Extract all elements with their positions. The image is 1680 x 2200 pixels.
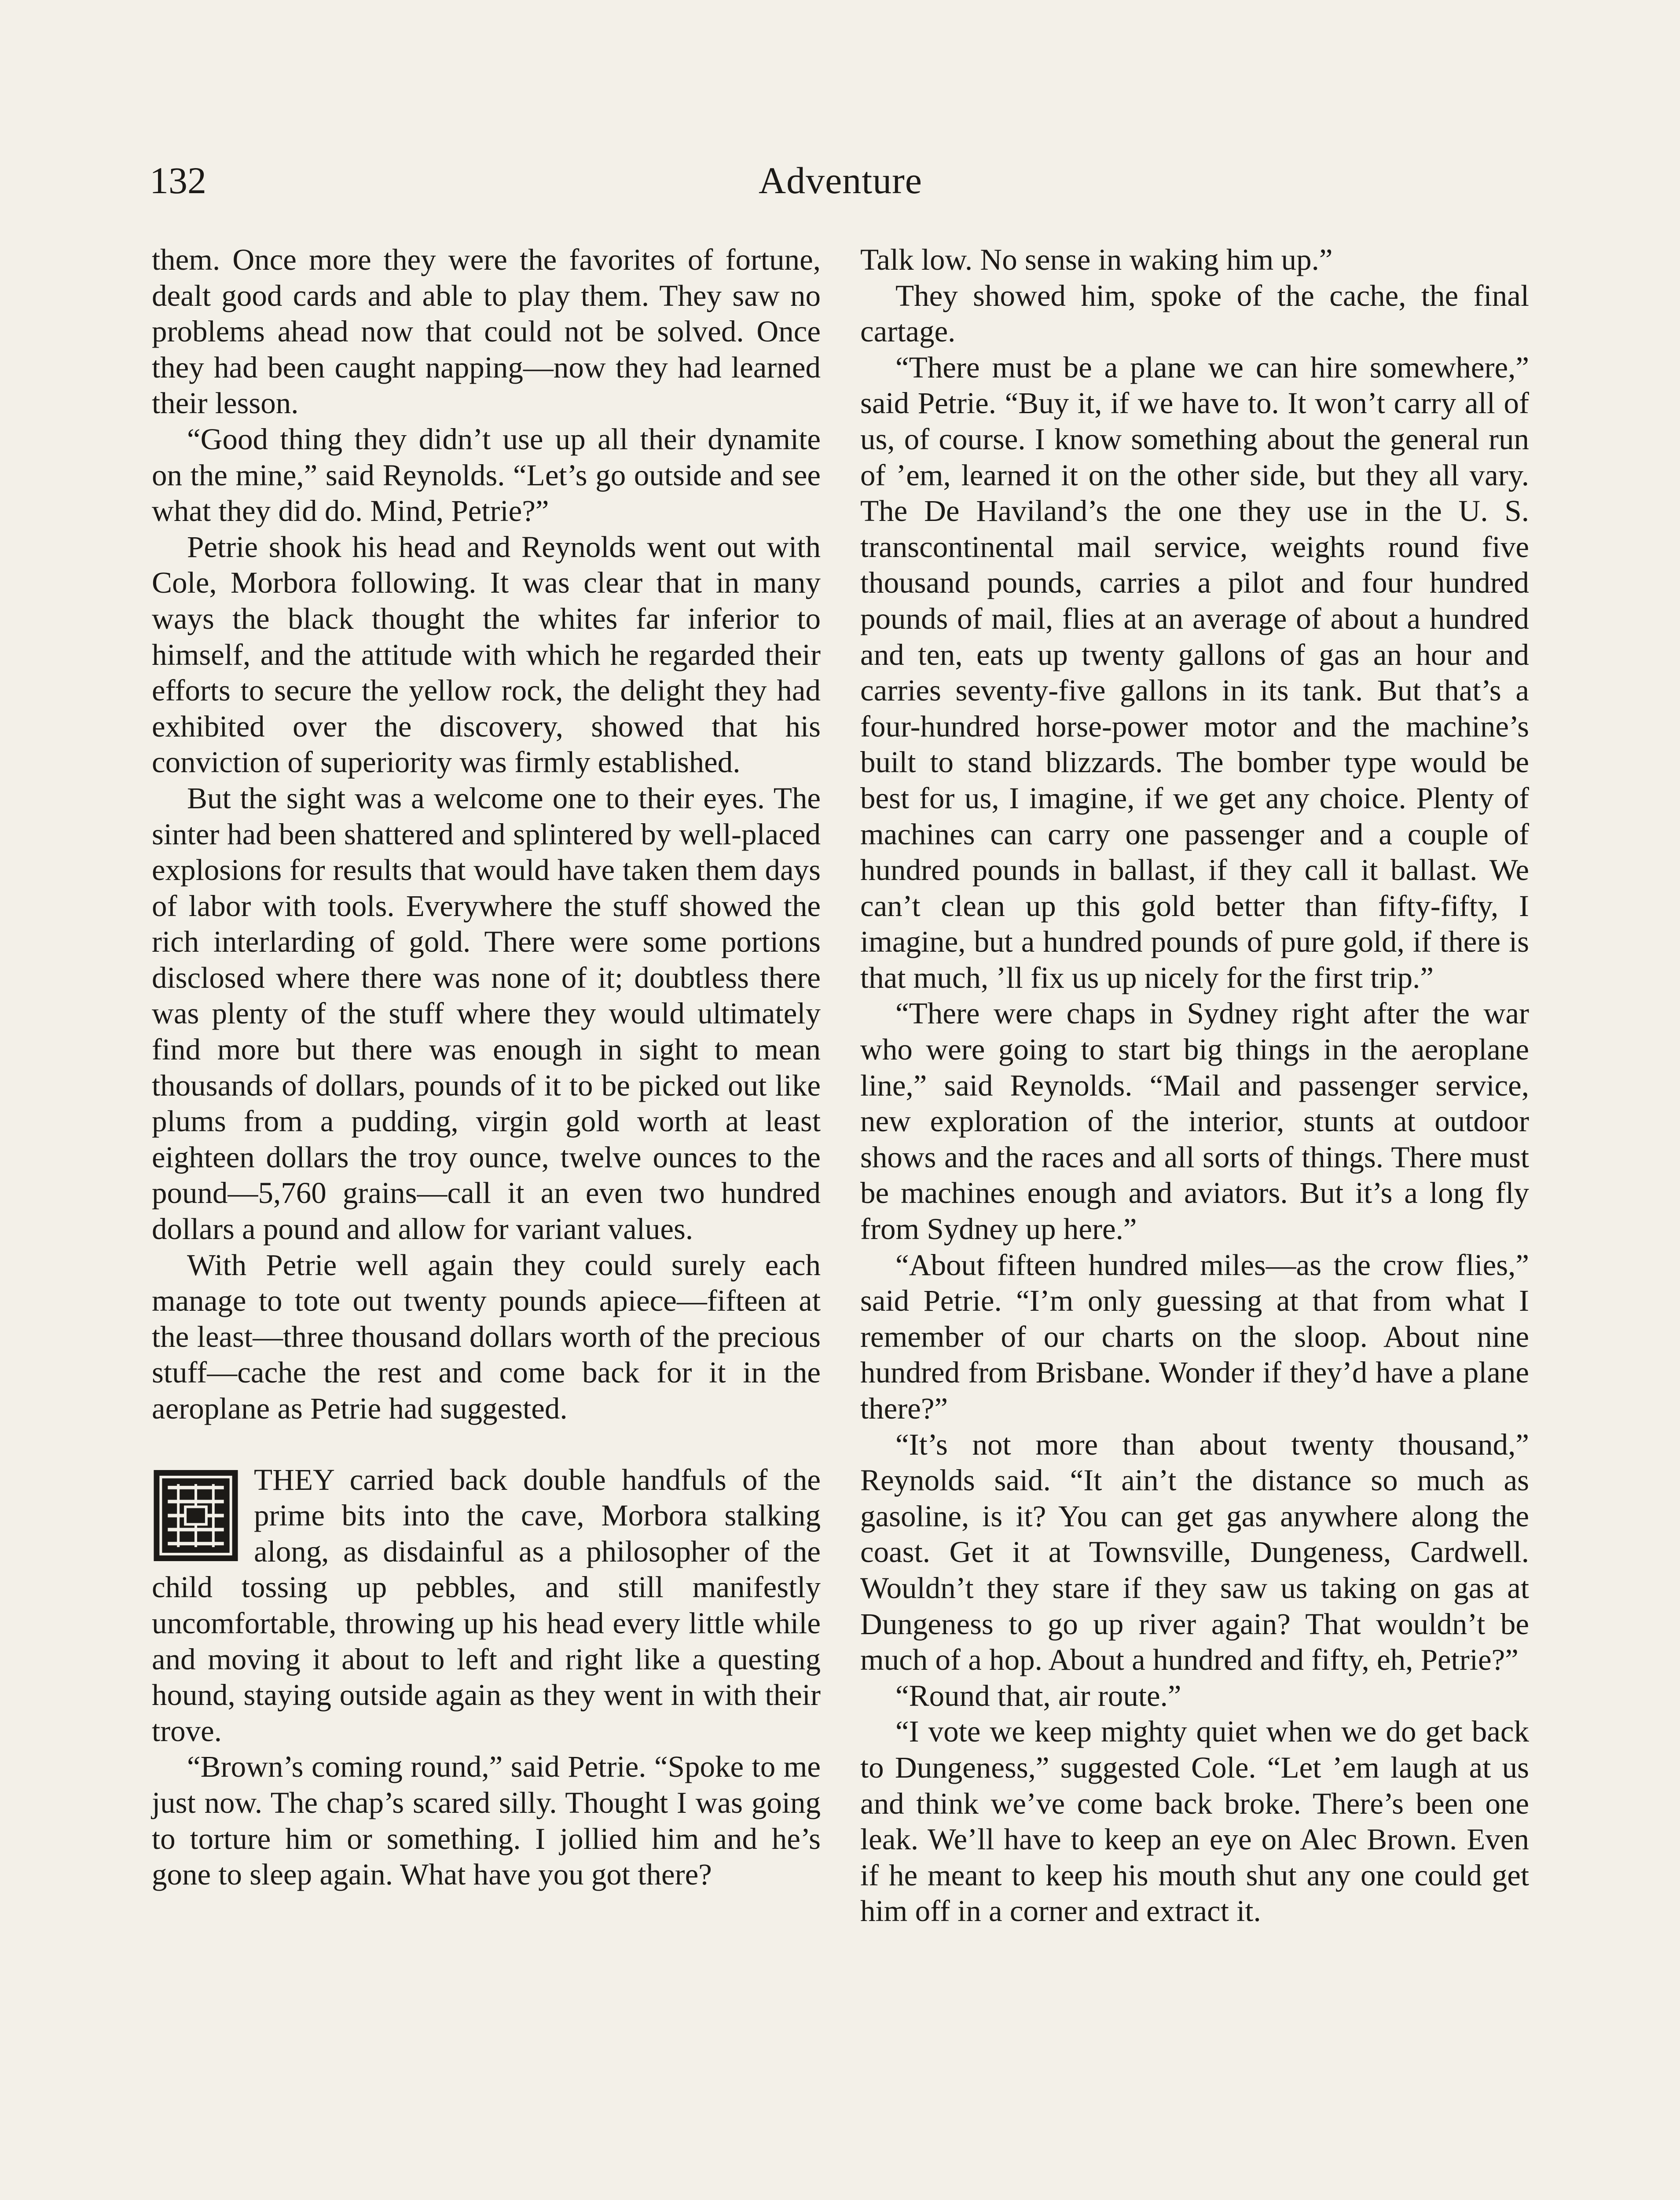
paragraph: “Brown’s coming round,” said Petrie. “Spoke to me just now. The chap’s scared silly. Thought I was going to torture him or something. I jollied him and he’s gone to sleep again. What have you got there?: [152, 1750, 821, 1892]
paragraph: “Good thing they didn’t use up all their dynamite on the mine,” said Reynolds. “Let’s go outside and see what they did do. Mind, Petrie?”: [152, 422, 821, 528]
left-column: [152, 242, 821, 1893]
paragraph: “Round that, air route.”: [895, 1679, 1181, 1712]
running-title: Adventure: [759, 159, 922, 202]
page-number: 132: [150, 159, 206, 202]
section-opening: [152, 1462, 821, 1749]
page-header: [150, 154, 1531, 216]
paragraph: “I vote we keep mighty quiet when we do get back to Dungeness,” suggested Cole. “Let ’em laugh at us and think we’ve come back broke. There’s been one leak. We’ll have to keep an eye on Alec Brown. Even if he meant to keep his mouth shut any one could get him off in a corner and extract it.: [860, 1715, 1529, 1928]
ornamental-initial-icon: [152, 1468, 240, 1563]
paragraph: “It’s not more than about twenty thousand,” Reynolds said. “It ain’t the distance so much as gasoline, is it? You can get gas anywhere along the coast. Get it at Townsville, Dungeness, Cardwell. Wouldn’t they stare if they saw us taking on gas at Dungeness to go up river again? That wouldn’t be much of a hop. About a hundred and fifty, eh, Petrie?”: [860, 1427, 1529, 1677]
paragraph: “There were chaps in Sydney right after the war who were going to start big things in the aeroplane line,” said Reynolds. “Mail and passenger service, new exploration of the interior, stunts at outdoor shows and the races and all sorts of things. There must be machines enough and aviators. But it’s a long fly from Sydney up here.”: [860, 997, 1529, 1246]
paragraph: But the sight was a welcome one to their eyes. The sinter had been shattered and splintered by well-placed explosions for results that would have taken them days of labor with tools. Everywhere the stuff showed the rich interlarding of gold. There were some portions disclosed where there was none of it; doubtless there was plenty of the stuff where they would ultimately find more but there was enough in sight to mean thousands of dollars, pounds of it to be picked out like plums from a pudding, virgin gold worth at least eighteen dollars the troy ounce, twelve ounces to the pound—5,760 grains—call it an even two hundred dollars a pound and allow for variant values.: [152, 781, 821, 1246]
paragraph: them. Once more they were the favorites of fortune, dealt good cards and able to play them. They saw no problems ahead now that could not be solved. Once they had been caught napping—now they had learned their lesson.: [152, 243, 821, 420]
paragraph: THEY carried back double handfuls of the prime bits into the cave, Morbora stalking along, as disdainful as a philosopher of the child tossing up pebbles, and still manifestly uncomfortable, throwing up his head every little while and moving it about to left and right like a questing hound, staying outside again as they went in with their trove.: [152, 1463, 821, 1748]
paragraph: Petrie shook his head and Reynolds went out with Cole, Morbora following. It was clear that in many ways the black thought the whites far inferior to himself, and the attitude with which he regarded their efforts to secure the yellow rock, the delight they had exhibited over the discovery, showed that his conviction of superiority was firmly established.: [152, 530, 821, 779]
paragraph: Talk low. No sense in waking him up.”: [860, 243, 1333, 276]
right-column: [860, 242, 1529, 1929]
paragraph: They showed him, spoke of the cache, the final cartage.: [860, 279, 1529, 348]
paragraph: “About fifteen hundred miles—as the crow flies,” said Petrie. “I’m only guessing at that from what I remember of our charts on the sloop. About nine hundred from Brisbane. Wonder if they’d have a plane there?”: [860, 1248, 1529, 1425]
paragraph: “There must be a plane we can hire somewhere,” said Petrie. “Buy it, if we have to. It won’t carry all of us, of course. I know something about the general run of ’em, learned it on the other side, but they all vary. The De Haviland’s the one they use in the U. S. transcontinental mail service, weights round five thousand pounds, carries a pilot and four hundred pounds of mail, flies at an average of about a hundred and ten, eats up twenty gallons of gas an hour and carries seventy-five gallons in its tank. But that’s a four-hundred horse-power motor and the machine’s built to stand blizzards. The bomber type would be best for us, I imagine, if we get any choice. Plenty of machines can carry one passenger and a couple of hundred pounds in ballast, if they call it ballast. We can’t clean up this gold better than fifty-fifty, I imagine, but a hundred pounds of pure gold, if there is that much, ’ll fix us up nicely for the first trip.”: [860, 350, 1529, 994]
paragraph: With Petrie well again they could surely each manage to tote out twenty pounds apiece—fifteen at the least—three thousand dollars worth of the precious stuff—cache the rest and come back for it in the aeroplane as Petrie had suggested.: [152, 1248, 821, 1425]
section-break: [152, 1427, 821, 1462]
